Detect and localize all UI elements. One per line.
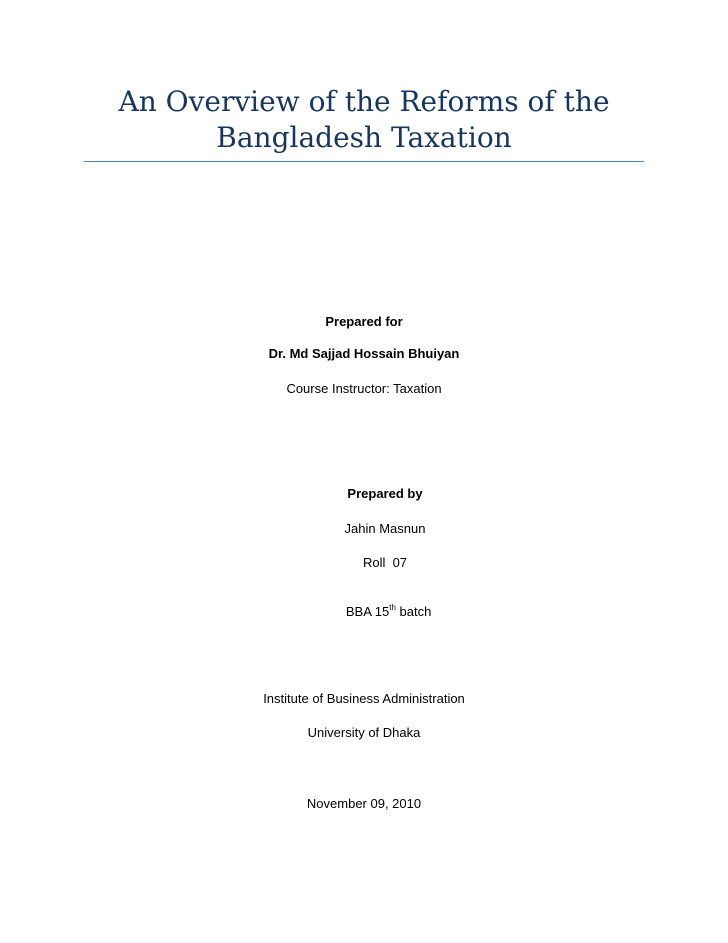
document-date: November 09, 2010 (306, 796, 422, 811)
document-title (84, 84, 644, 156)
prepared-for-heading: Prepared for (325, 314, 403, 329)
instructor-role: Course Instructor: Taxation (286, 381, 442, 396)
batch-prefix: BBA 15 (345, 604, 390, 619)
title-divider (84, 161, 644, 162)
instructor-name: Dr. Md Sajjad Hossain Bhuiyan (268, 346, 460, 361)
batch-ordinal: th (389, 602, 396, 612)
batch-rest: batch (395, 604, 432, 619)
title-line-1: An Overview of the Reforms of the (118, 85, 610, 118)
title-line-2: Bangladesh Taxation (216, 121, 512, 154)
institute-name: Institute of Business Administration (263, 691, 465, 706)
author-roll: Roll 07 (362, 555, 408, 570)
prepared-by-heading: Prepared by (347, 486, 423, 501)
university-name: University of Dhaka (307, 725, 421, 740)
author-name: Jahin Masnun (344, 521, 426, 536)
author-batch (285, 588, 485, 620)
